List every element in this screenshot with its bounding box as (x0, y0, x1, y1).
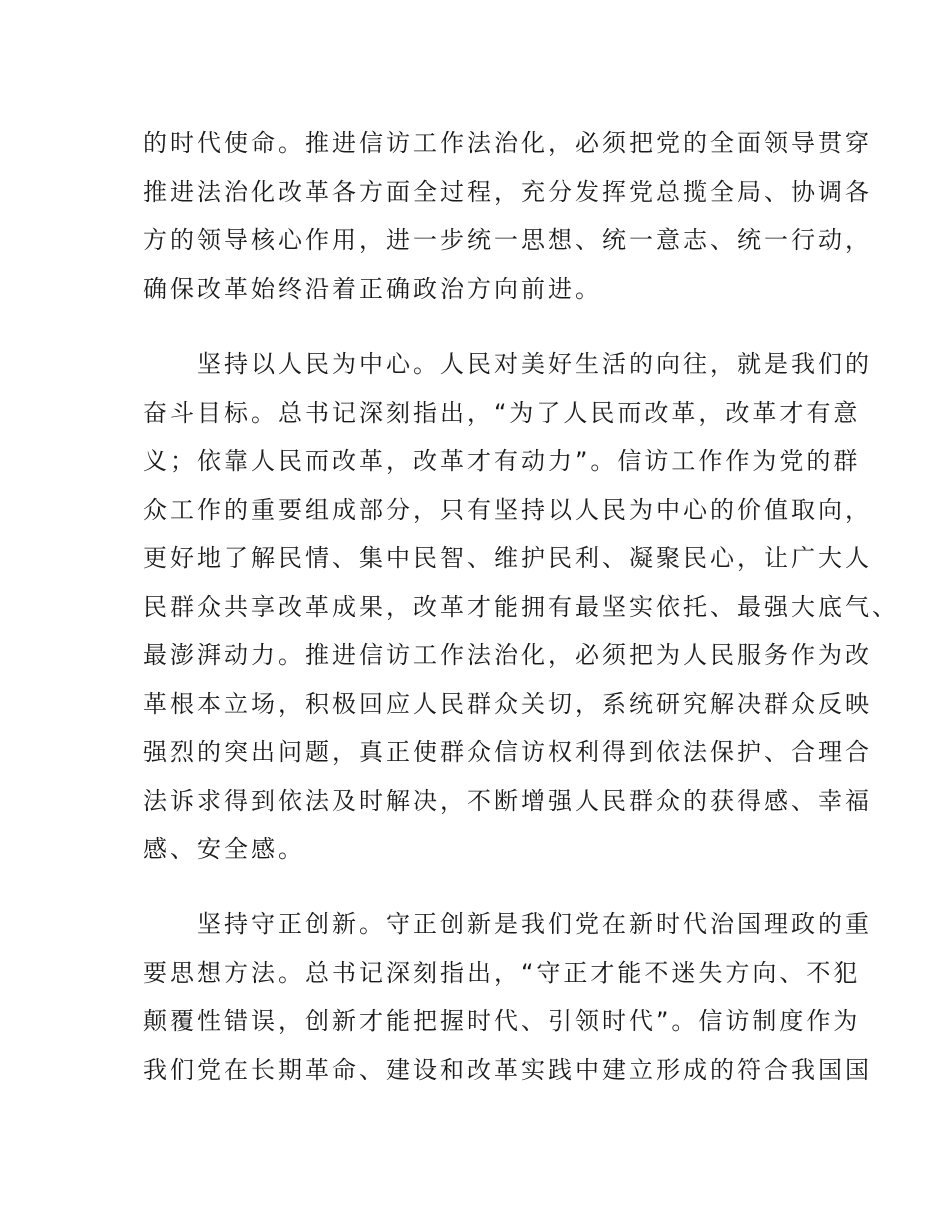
paragraph-line: 法诉求得到依法及时解决，不断增强人民群众的获得感、幸福 (143, 786, 872, 815)
paragraph-line: 确保改革始终沿着正确政治方向前进。 (143, 274, 602, 303)
paragraph-line: 更好地了解民情、集中民智、维护民利、凝聚民心，让广大人 (143, 544, 872, 572)
paragraph-3 (143, 900, 872, 1094)
paragraph-line: 要思想方法。总书记深刻指出，“守正才能不迷失方向、不犯 (143, 958, 861, 987)
paragraph-line: 强烈的突出问题，真正使群众信访权利得到依法保护、合理合 (143, 738, 872, 766)
paragraph-line: 的时代使命。推进信访工作法治化，必须把党的全面领导贯穿 (143, 129, 872, 157)
paragraph-1 (143, 119, 872, 313)
paragraph-line: 奋斗目标。总书记深刻指出，“为了人民而改革，改革才有意 (143, 398, 861, 427)
paragraph-line: 感、安全感。 (143, 835, 305, 863)
paragraph-line: 革根本立场，积极回应人民群众关切，系统研究解决群众反映 (143, 689, 872, 718)
paragraph-line: 颠覆性错误，创新才能把握时代、引领时代”。信访制度作为 (143, 1007, 861, 1035)
paragraph-line: 民群众共享改革成果，改革才能拥有最坚实依托、最强大底气、 (143, 592, 899, 621)
paragraph-line: 义；依靠人民而改革，改革才有动力”。信访工作作为党的群 (143, 447, 861, 475)
paragraph-line: 推进法治化改革各方面全过程，充分发挥党总揽全局、协调各 (143, 177, 872, 206)
paragraph-line: 我们党在长期革命、建设和改革实践中建立形成的符合我国国 (143, 1055, 872, 1084)
paragraph-line: 坚持守正创新。守正创新是我们党在新时代治国理政的重 (143, 910, 872, 938)
paragraph-2 (143, 340, 899, 874)
paragraph-line: 方的领导核心作用，进一步统一思想、统一意志、统一行动， (143, 226, 872, 254)
paragraph-line: 众工作的重要组成部分，只有坚持以人民为中心的价值取向， (143, 495, 872, 524)
paragraph-line: 坚持以人民为中心。人民对美好生活的向往，就是我们的 (143, 350, 872, 378)
paragraph-line: 最澎湃动力。推进信访工作法治化，必须把为人民服务作为改 (143, 641, 872, 669)
